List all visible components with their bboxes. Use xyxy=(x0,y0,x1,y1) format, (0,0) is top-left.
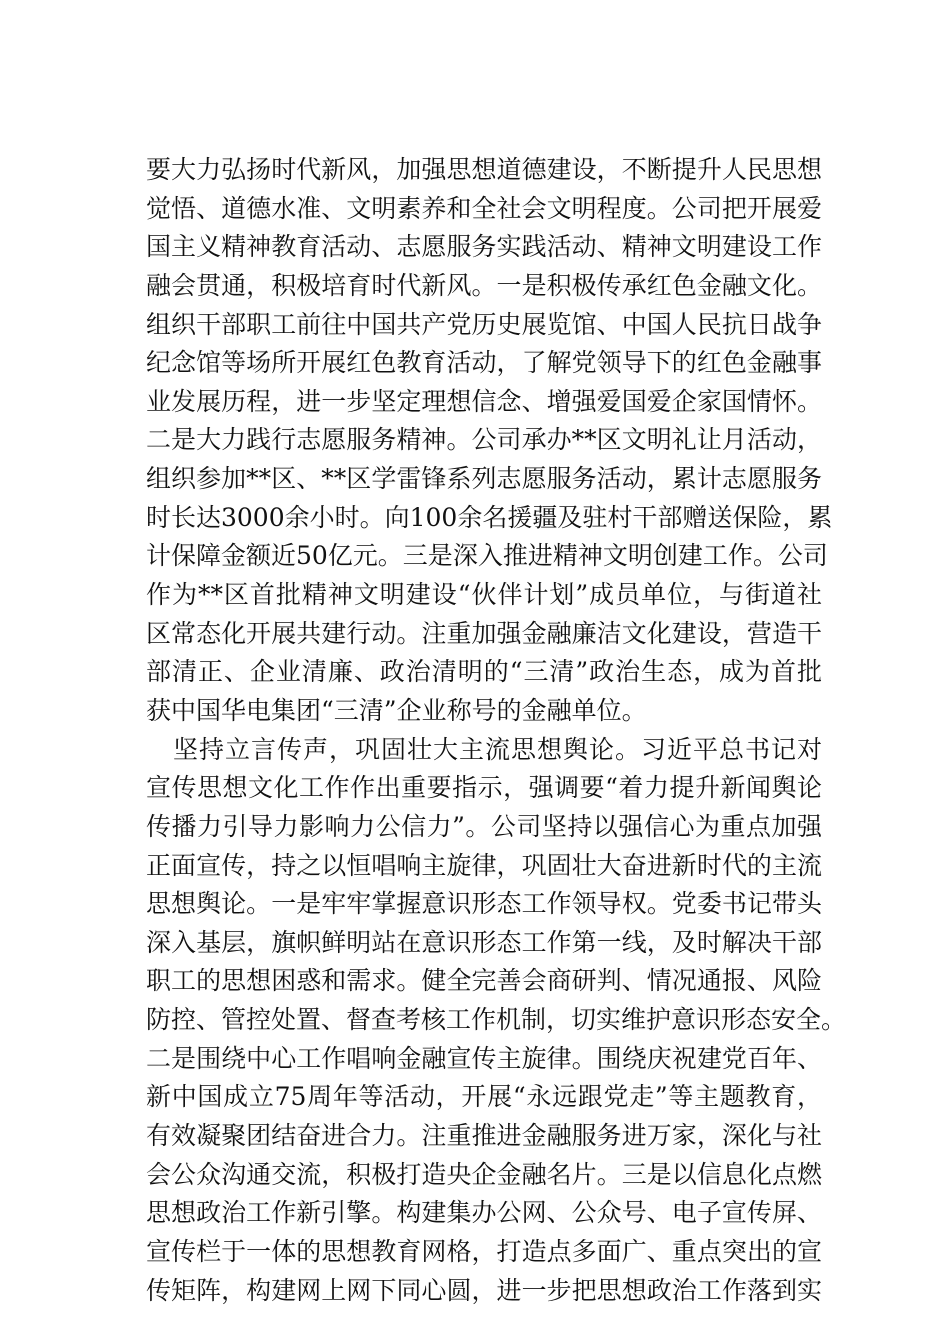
text-line: 思想舆论。一是牢牢掌握意识形态工作领导权。党委书记带头 xyxy=(146,889,822,919)
text-line: 会公众沟通交流，积极打造央企金融名片。三是以信息化点燃 xyxy=(146,1159,822,1189)
paragraph xyxy=(146,731,847,1311)
text-line: 部清正、企业清廉、政治清明的“三清”政治生态，成为首批 xyxy=(146,657,822,687)
text-line: 组织干部职工前往中国共产党历史展览馆、中国人民抗日战争 xyxy=(146,309,822,339)
text-line: 二是围绕中心工作唱响金融宣传主旋律。围绕庆祝建党百年、 xyxy=(146,1043,822,1073)
text-line: 计保障金额近50亿元。三是深入推进精神文明创建工作。公司 xyxy=(146,541,828,571)
text-line: 深入基层，旗帜鲜明站在意识形态工作第一线，及时解决干部 xyxy=(146,927,822,957)
text-line: 传播力引导力影响力公信力”。公司坚持以强信心为重点加强 xyxy=(146,811,822,841)
text-line: 坚持立言传声，巩固壮大主流思想舆论。习近平总书记对 xyxy=(173,734,822,764)
text-line: 区常态化开展共建行动。注重加强金融廉洁文化建设，营造干 xyxy=(146,618,822,648)
paragraph xyxy=(146,151,833,731)
text-line: 宣传栏于一体的思想教育网格，打造点多面广、重点突出的宣 xyxy=(146,1236,822,1266)
text-line: 国主义精神教育活动、志愿服务实践活动、精神文明建设工作 xyxy=(146,232,822,262)
text-line: 宣传思想文化工作作出重要指示，强调要“着力提升新闻舆论 xyxy=(146,773,822,803)
text-line: 时长达3000余小时。向100余名援疆及驻村干部赠送保险，累 xyxy=(146,502,833,532)
document-body xyxy=(146,151,847,1310)
text-line: 职工的思想困惑和需求。健全完善会商研判、情况通报、风险 xyxy=(146,966,822,996)
text-line: 新中国成立75周年等活动，开展“永远跟党走”等主题教育， xyxy=(146,1082,822,1112)
text-line: 正面宣传，持之以恒唱响主旋律，巩固壮大奋进新时代的主流 xyxy=(146,850,822,880)
text-line: 传矩阵，构建网上网下同心圆，进一步把思想政治工作落到实 xyxy=(146,1275,822,1305)
text-line: 纪念馆等场所开展红色教育活动，了解党领导下的红色金融事 xyxy=(146,348,822,378)
text-line: 业发展历程，进一步坚定理想信念、增强爱国爱企家国情怀。 xyxy=(146,386,822,416)
text-line: 防控、管控处置、督查考核工作机制，切实维护意识形态安全。 xyxy=(146,1005,847,1035)
text-line: 觉悟、道德水准、文明素养和全社会文明程度。公司把开展爱 xyxy=(146,193,822,223)
text-line: 思想政治工作新引擎。构建集办公网、公众号、电子宣传屏、 xyxy=(146,1198,822,1228)
text-line: 作为**区首批精神文明建设“伙伴计划”成员单位，与街道社 xyxy=(146,580,822,610)
text-line: 组织参加**区、**区学雷锋系列志愿服务活动，累计志愿服务 xyxy=(146,464,822,494)
text-line: 获中国华电集团“三清”企业称号的金融单位。 xyxy=(146,695,647,725)
text-line: 二是大力践行志愿服务精神。公司承办**区文明礼让月活动， xyxy=(146,425,822,455)
text-line: 有效凝聚团结奋进合力。注重推进金融服务进万家，深化与社 xyxy=(146,1121,822,1151)
text-line: 要大力弘扬时代新风，加强思想道德建设，不断提升人民思想 xyxy=(146,155,822,184)
text-line: 融会贯通，积极培育时代新风。一是积极传承红色金融文化。 xyxy=(146,270,822,300)
